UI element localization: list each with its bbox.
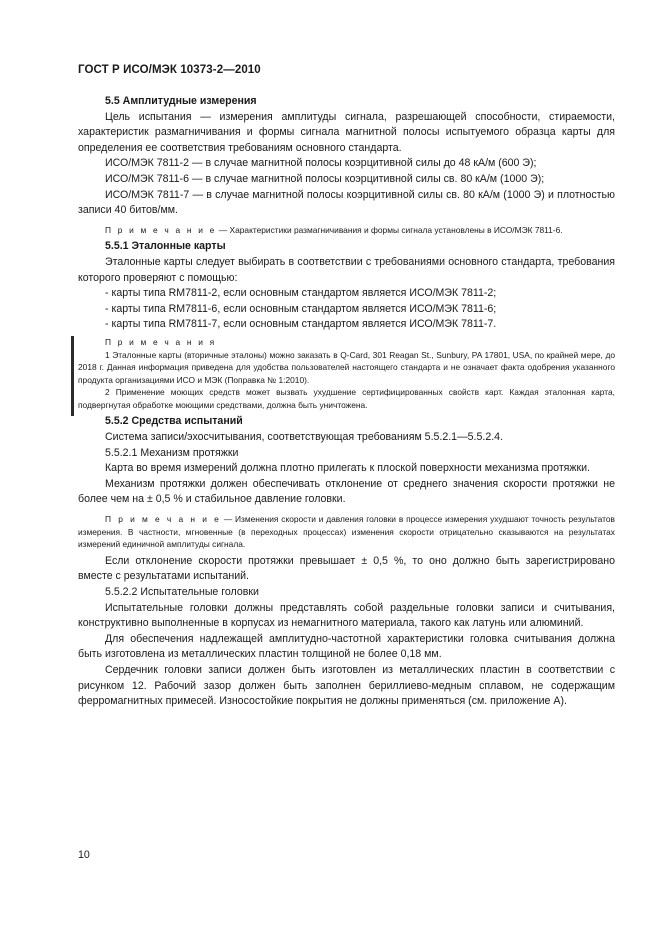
- paragraph: Эталонные карты следует выбирать в соответствии с требованиями основного стандарта, требования которого проверяют с помощью:: [78, 255, 615, 284]
- dash-list-item: - карты типа RM7811-2, если основным стандартом является ИСО/МЭК 7811-2;: [105, 287, 497, 300]
- subsection-heading-5-5-2-1: 5.5.2.1 Механизм протяжки: [105, 446, 239, 459]
- paragraph: Карта во время измерений должна плотно прилегать к плоской поверхности механизма протяжки.: [105, 462, 590, 475]
- notes-label: П р и м е ч а н и я: [105, 336, 217, 347]
- page-number: 10: [78, 849, 90, 861]
- paragraph: Механизм протяжки должен обеспечивать отклонение от среднего значения скорости протяжки не более чем на ± 0,5 % и стабильное давление головки.: [78, 477, 615, 506]
- standard-list-item: ИСО/МЭК 7811-2 — в случае магнитной полосы коэрцитивной силы до 48 кА/м (600 Э);: [105, 157, 537, 170]
- dash-list-item: - карты типа RM7811-7, если основным стандартом является ИСО/МЭК 7811-7.: [105, 318, 497, 331]
- standard-list-item: ИСО/МЭК 7811-6 — в случае магнитной полосы коэрцитивной силы св. 80 кА/м (1000 Э);: [105, 172, 545, 185]
- note-item: 2 Применение моющих средств может вызвать ухудшение сертифицированных свойств карт. Каждая эталонная карта, подвергнутая обработке моющими средствами, должна быть уничтожена.: [78, 387, 615, 410]
- section-heading-5-5-1: 5.5.1 Эталонные карты: [105, 240, 226, 253]
- note-item: 1 Эталонные карты (вторичные эталоны) можно заказать в Q-Card, 301 Reagan St., Sunbury, PA 17801, USA, по крайней мере, до 2018 г. Данная информация приведена для удобства пользователей настоящего стандарта и не означает факта одобрения указанного продукта организациями ИСО и МЭК (Поправка № 1:2010).: [78, 349, 615, 385]
- note-text: — Характеристики размагничивания и формы сигнала установлены в ИСО/МЭК 7811-6.: [216, 224, 563, 235]
- dash-list-item: - карты типа RM7811-6, если основным стандартом является ИСО/МЭК 7811-6;: [105, 302, 497, 315]
- standard-list-item: ИСО/МЭК 7811-7 — в случае магнитной полосы коэрцитивной силы св. 80 кА/м (1000 Э) и плотностью записи 40 битов/мм.: [78, 188, 615, 217]
- paragraph: Цель испытания — измерения амплитуды сигнала, разрешающей способности, стираемости, характеристик размагничивания и формы сигнала магнитной полосы испытуемого образца карты для определения ее соответствия требованиям основного стандарта.: [78, 110, 615, 154]
- paragraph: Сердечник головки записи должен быть изготовлен из металлических пластин в соответствии с рисунком 12. Рабочий зазор должен быть заполнен бериллиево-медным сплавом, не содержащим ферромагнитных примесей. Износостойкие покрытия не должны применяться (см. приложение А).: [78, 663, 615, 708]
- notes-block: [78, 336, 615, 412]
- note-text: — Изменения скорости и давления головки в процессе измерения ухудшают точность результатов измерения. В частности, мгновенные (в переходных процессах) изменения скорости отрицательно сказываются на результатах измерений единичной амплитуды сигнала.: [78, 514, 615, 550]
- note: [78, 224, 615, 237]
- paragraph: Испытательные головки должны представлять собой раздельные головки записи и считывания, конструктивно выполненные в корпусах из немагнитного материала, такого как латунь или алюминий.: [78, 601, 615, 630]
- document-body: [78, 94, 615, 710]
- paragraph: Система записи/эхосчитывания, соответствующая требованиям 5.5.2.1—5.5.2.4.: [105, 431, 504, 444]
- section-heading-5-5-2: 5.5.2 Средства испытаний: [105, 415, 243, 428]
- document-header: ГОСТ Р ИСО/МЭК 10373-2—2010: [78, 64, 261, 76]
- note-label: П р и м е ч а н и е: [105, 514, 221, 525]
- subsection-heading-5-5-2-2: 5.5.2.2 Испытательные головки: [105, 586, 259, 598]
- paragraph: Если отклонение скорости протяжки превышает ± 0,5 %, то оно должно быть зарегистрировано вместе с результатами испытаний.: [78, 554, 615, 583]
- paragraph: Для обеспечения надлежащей амплитудно-частотной характеристики головка считывания должна быть изготовлена из металлических пластин толщиной не более 0,18 мм.: [78, 632, 615, 661]
- note: [78, 513, 615, 551]
- note-label: П р и м е ч а н и е: [105, 224, 217, 235]
- section-heading-5-5: 5.5 Амплитудные измерения: [105, 95, 257, 107]
- change-bar: [71, 336, 74, 416]
